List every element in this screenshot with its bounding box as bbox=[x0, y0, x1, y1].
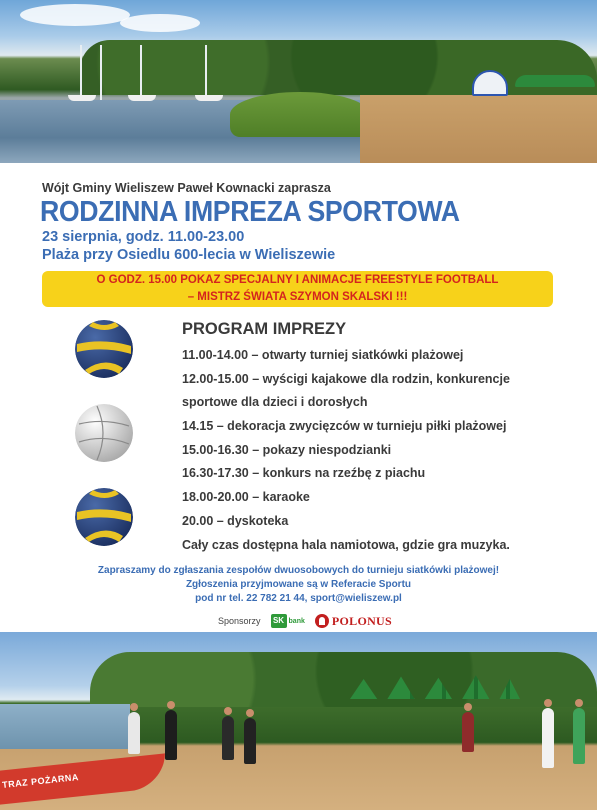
polonus-emblem-icon bbox=[315, 614, 329, 628]
polonus-logo bbox=[315, 614, 392, 629]
invitation-line: Wójt Gminy Wieliszew Paweł Kownacki zaprasza bbox=[42, 181, 331, 195]
program-item: 15.00-16.30 – pokazy niespodzianki bbox=[182, 442, 392, 457]
sk-bank-mark: SK bbox=[271, 614, 287, 628]
volleyball-white-icon bbox=[75, 404, 133, 462]
polonus-wordmark: POLONUS bbox=[331, 613, 392, 628]
sailboat-mast bbox=[100, 45, 102, 100]
registration-contact: pod nr tel. 22 782 21 44, sport@wieliszew.pl bbox=[195, 593, 402, 604]
person bbox=[573, 708, 585, 764]
sk-bank-word: bank bbox=[288, 617, 305, 625]
umbrella-row bbox=[515, 75, 595, 87]
person bbox=[222, 716, 234, 760]
person bbox=[128, 712, 140, 754]
volleyball-blue-yellow-icon bbox=[75, 320, 133, 378]
banner-line-1: O GODZ. 15.00 POKAZ SPECJALNY I ANIMACJE FREESTYLE FOOTBALL bbox=[96, 274, 499, 286]
person bbox=[462, 712, 474, 752]
treeline bbox=[90, 652, 597, 707]
person bbox=[244, 718, 256, 764]
event-title: RODZINNA IMPREZA SPORTOWA bbox=[40, 196, 460, 228]
program-item: 14.15 – dekoracja zwycięzców w turnieju piłki plażowej bbox=[182, 419, 507, 434]
program-item: 16.30-17.30 – konkurs na rzeźbę z piachu bbox=[182, 466, 426, 481]
photo-lake-beach-top bbox=[0, 0, 597, 163]
registration-line-2: Zgłoszenia przyjmowane są w Referacie Sportu bbox=[185, 579, 412, 590]
cloud bbox=[120, 14, 200, 32]
beach bbox=[360, 95, 597, 163]
sailboat-mast bbox=[80, 45, 82, 100]
kayak-lettering: TRAZ POŻARNA bbox=[1, 772, 80, 790]
cloud bbox=[20, 4, 130, 26]
photo-beach-crowd-bottom bbox=[0, 632, 597, 810]
boat bbox=[195, 95, 223, 101]
program-heading: PROGRAM IMPREZY bbox=[182, 320, 347, 338]
sk-bank-logo bbox=[271, 614, 305, 628]
reeds bbox=[230, 92, 370, 137]
sponsors-label: Sponsorzy bbox=[218, 616, 261, 626]
boat bbox=[128, 95, 156, 101]
program-item: sportowe dla dzieci i dorosłych bbox=[182, 395, 368, 410]
event-place: Plaża przy Osiedlu 600-lecia w Wieliszewie bbox=[42, 247, 336, 263]
program-list bbox=[182, 344, 542, 557]
program-item: Cały czas dostępna hala namiotowa, gdzie gra muzyka. bbox=[182, 537, 510, 552]
program-item: 12.00-15.00 – wyścigi kajakowe dla rodzin, konkurencje bbox=[182, 371, 510, 386]
registration-line-1: Zapraszamy do zgłaszania zespołów dwuosobowych do turnieju siatkówki plażowej! bbox=[97, 565, 500, 576]
lake-water bbox=[0, 704, 130, 749]
person bbox=[542, 708, 554, 768]
event-date: 23 sierpnia, godz. 11.00-23.00 bbox=[42, 229, 245, 245]
program-item: 20.00 – dyskoteka bbox=[182, 513, 289, 528]
sponsors-row bbox=[218, 612, 392, 630]
sailboat-mast bbox=[140, 45, 142, 100]
volleyball-blue-yellow-icon bbox=[75, 488, 133, 546]
sailboat-mast bbox=[205, 45, 207, 100]
boat bbox=[68, 95, 96, 101]
banner-line-2: – MISTRZ ŚWIATA SZYMON SKALSKI !!! bbox=[187, 291, 408, 303]
program-item: 18.00-20.00 – karaoke bbox=[182, 490, 310, 505]
person bbox=[165, 710, 177, 760]
registration-info bbox=[0, 564, 597, 606]
program-item: 11.00-14.00 – otwarty turniej siatkówki plażowej bbox=[182, 348, 464, 362]
special-show-banner bbox=[42, 271, 553, 307]
